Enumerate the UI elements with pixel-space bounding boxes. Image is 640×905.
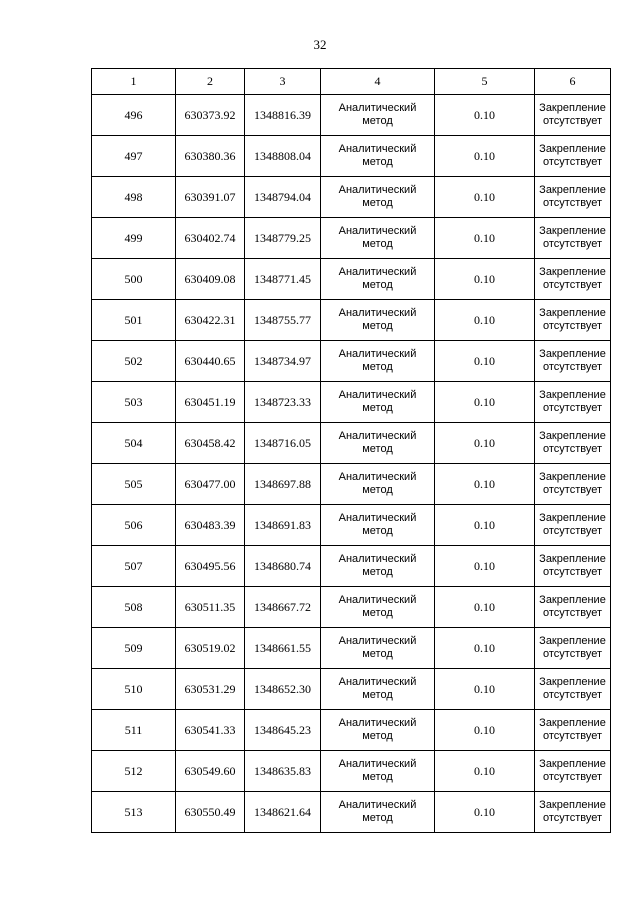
method-cell: Аналитический метод	[321, 423, 435, 464]
x-coordinate-cell: 630458.42	[176, 423, 245, 464]
method-cell: Аналитический метод	[321, 136, 435, 177]
point-number-cell: 507	[92, 546, 176, 587]
point-number-cell: 500	[92, 259, 176, 300]
point-number-cell: 512	[92, 751, 176, 792]
header-col-6: 6	[535, 69, 611, 95]
table-row	[92, 792, 611, 833]
table-row	[92, 95, 611, 136]
table-row	[92, 177, 611, 218]
table-row	[92, 464, 611, 505]
method-cell: Аналитический метод	[321, 792, 435, 833]
y-coordinate-cell: 1348697.88	[245, 464, 321, 505]
y-coordinate-cell: 1348652.30	[245, 669, 321, 710]
y-coordinate-cell: 1348680.74	[245, 546, 321, 587]
accuracy-cell: 0.10	[435, 464, 535, 505]
fixing-description-cell: Закрепление отсутствует	[535, 95, 611, 136]
x-coordinate-cell: 630483.39	[176, 505, 245, 546]
fixing-description-cell: Закрепление отсутствует	[535, 710, 611, 751]
point-number-cell: 506	[92, 505, 176, 546]
method-cell: Аналитический метод	[321, 669, 435, 710]
fixing-description-cell: Закрепление отсутствует	[535, 505, 611, 546]
method-cell: Аналитический метод	[321, 382, 435, 423]
x-coordinate-cell: 630541.33	[176, 710, 245, 751]
y-coordinate-cell: 1348771.45	[245, 259, 321, 300]
accuracy-cell: 0.10	[435, 792, 535, 833]
method-cell: Аналитический метод	[321, 464, 435, 505]
header-col-5: 5	[435, 69, 535, 95]
x-coordinate-cell: 630549.60	[176, 751, 245, 792]
y-coordinate-cell: 1348621.64	[245, 792, 321, 833]
accuracy-cell: 0.10	[435, 587, 535, 628]
point-number-cell: 501	[92, 300, 176, 341]
x-coordinate-cell: 630519.02	[176, 628, 245, 669]
accuracy-cell: 0.10	[435, 259, 535, 300]
point-number-cell: 502	[92, 341, 176, 382]
fixing-description-cell: Закрепление отсутствует	[535, 464, 611, 505]
fixing-description-cell: Закрепление отсутствует	[535, 218, 611, 259]
method-cell: Аналитический метод	[321, 751, 435, 792]
accuracy-cell: 0.10	[435, 95, 535, 136]
fixing-description-cell: Закрепление отсутствует	[535, 546, 611, 587]
table-header	[92, 69, 611, 95]
point-number-cell: 511	[92, 710, 176, 751]
y-coordinate-cell: 1348661.55	[245, 628, 321, 669]
point-number-cell: 496	[92, 95, 176, 136]
header-col-2: 2	[176, 69, 245, 95]
table-body	[92, 95, 611, 833]
fixing-description-cell: Закрепление отсутствует	[535, 259, 611, 300]
method-cell: Аналитический метод	[321, 218, 435, 259]
accuracy-cell: 0.10	[435, 423, 535, 464]
accuracy-cell: 0.10	[435, 136, 535, 177]
header-col-3: 3	[245, 69, 321, 95]
y-coordinate-cell: 1348723.33	[245, 382, 321, 423]
point-number-cell: 498	[92, 177, 176, 218]
fixing-description-cell: Закрепление отсутствует	[535, 587, 611, 628]
x-coordinate-cell: 630495.56	[176, 546, 245, 587]
coordinates-table	[91, 68, 611, 833]
accuracy-cell: 0.10	[435, 710, 535, 751]
method-cell: Аналитический метод	[321, 95, 435, 136]
method-cell: Аналитический метод	[321, 710, 435, 751]
x-coordinate-cell: 630477.00	[176, 464, 245, 505]
fixing-description-cell: Закрепление отсутствует	[535, 341, 611, 382]
point-number-cell: 513	[92, 792, 176, 833]
fixing-description-cell: Закрепление отсутствует	[535, 382, 611, 423]
point-number-cell: 509	[92, 628, 176, 669]
y-coordinate-cell: 1348716.05	[245, 423, 321, 464]
x-coordinate-cell: 630451.19	[176, 382, 245, 423]
accuracy-cell: 0.10	[435, 546, 535, 587]
table-row	[92, 136, 611, 177]
x-coordinate-cell: 630380.36	[176, 136, 245, 177]
method-cell: Аналитический метод	[321, 341, 435, 382]
table-row	[92, 546, 611, 587]
y-coordinate-cell: 1348808.04	[245, 136, 321, 177]
table-row	[92, 628, 611, 669]
table-row	[92, 669, 611, 710]
table-row	[92, 710, 611, 751]
method-cell: Аналитический метод	[321, 177, 435, 218]
method-cell: Аналитический метод	[321, 300, 435, 341]
accuracy-cell: 0.10	[435, 341, 535, 382]
point-number-cell: 505	[92, 464, 176, 505]
table-row	[92, 300, 611, 341]
accuracy-cell: 0.10	[435, 628, 535, 669]
accuracy-cell: 0.10	[435, 218, 535, 259]
x-coordinate-cell: 630550.49	[176, 792, 245, 833]
point-number-cell: 503	[92, 382, 176, 423]
table-row	[92, 218, 611, 259]
y-coordinate-cell: 1348734.97	[245, 341, 321, 382]
x-coordinate-cell: 630391.07	[176, 177, 245, 218]
point-number-cell: 508	[92, 587, 176, 628]
fixing-description-cell: Закрепление отсутствует	[535, 669, 611, 710]
point-number-cell: 504	[92, 423, 176, 464]
method-cell: Аналитический метод	[321, 546, 435, 587]
fixing-description-cell: Закрепление отсутствует	[535, 136, 611, 177]
accuracy-cell: 0.10	[435, 300, 535, 341]
y-coordinate-cell: 1348755.77	[245, 300, 321, 341]
fixing-description-cell: Закрепление отсутствует	[535, 423, 611, 464]
y-coordinate-cell: 1348794.04	[245, 177, 321, 218]
y-coordinate-cell: 1348635.83	[245, 751, 321, 792]
table-row	[92, 751, 611, 792]
x-coordinate-cell: 630402.74	[176, 218, 245, 259]
accuracy-cell: 0.10	[435, 382, 535, 423]
fixing-description-cell: Закрепление отсутствует	[535, 300, 611, 341]
header-col-4: 4	[321, 69, 435, 95]
method-cell: Аналитический метод	[321, 505, 435, 546]
method-cell: Аналитический метод	[321, 587, 435, 628]
y-coordinate-cell: 1348816.39	[245, 95, 321, 136]
table-row	[92, 259, 611, 300]
x-coordinate-cell: 630409.08	[176, 259, 245, 300]
fixing-description-cell: Закрепление отсутствует	[535, 177, 611, 218]
accuracy-cell: 0.10	[435, 505, 535, 546]
table-row	[92, 341, 611, 382]
accuracy-cell: 0.10	[435, 669, 535, 710]
point-number-cell: 499	[92, 218, 176, 259]
header-row	[92, 69, 611, 95]
table-row	[92, 587, 611, 628]
point-number-cell: 510	[92, 669, 176, 710]
y-coordinate-cell: 1348691.83	[245, 505, 321, 546]
x-coordinate-cell: 630373.92	[176, 95, 245, 136]
table-row	[92, 505, 611, 546]
accuracy-cell: 0.10	[435, 751, 535, 792]
y-coordinate-cell: 1348779.25	[245, 218, 321, 259]
x-coordinate-cell: 630531.29	[176, 669, 245, 710]
y-coordinate-cell: 1348667.72	[245, 587, 321, 628]
table-row	[92, 423, 611, 464]
table-row	[92, 382, 611, 423]
header-col-1: 1	[92, 69, 176, 95]
method-cell: Аналитический метод	[321, 259, 435, 300]
fixing-description-cell: Закрепление отсутствует	[535, 628, 611, 669]
fixing-description-cell: Закрепление отсутствует	[535, 792, 611, 833]
y-coordinate-cell: 1348645.23	[245, 710, 321, 751]
x-coordinate-cell: 630440.65	[176, 341, 245, 382]
point-number-cell: 497	[92, 136, 176, 177]
accuracy-cell: 0.10	[435, 177, 535, 218]
fixing-description-cell: Закрепление отсутствует	[535, 751, 611, 792]
page-number: 32	[313, 37, 327, 52]
method-cell: Аналитический метод	[321, 628, 435, 669]
x-coordinate-cell: 630422.31	[176, 300, 245, 341]
x-coordinate-cell: 630511.35	[176, 587, 245, 628]
